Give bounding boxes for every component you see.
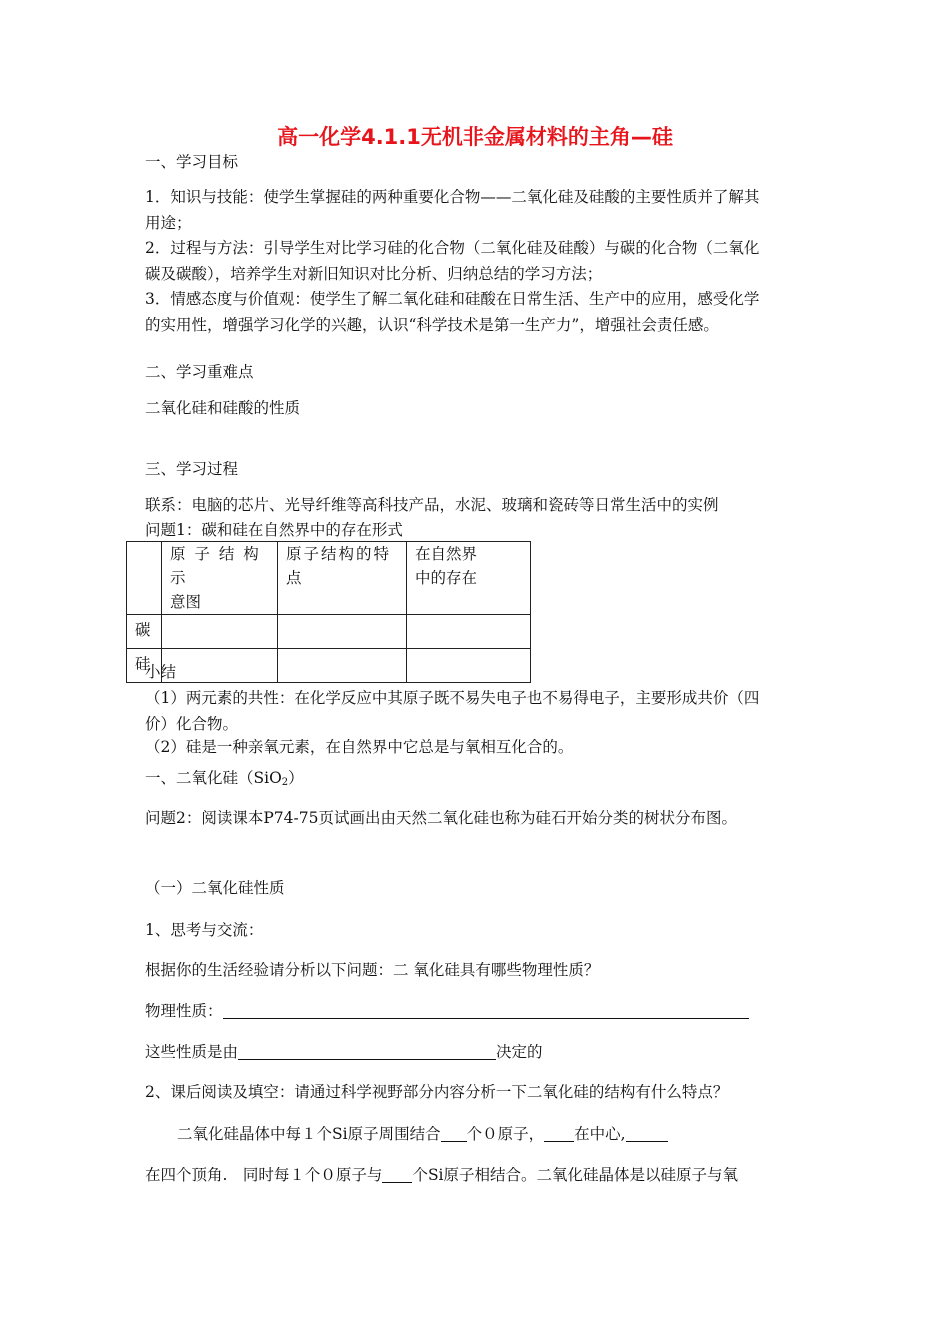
vertex-atom-blank[interactable] — [626, 1124, 668, 1142]
summary-point-1-line-1: （1）两元素的共性：在化学反应中其原子既不易失电子也不易得电子，主要形成共价（四 — [145, 689, 760, 707]
properties-decided-prefix: 这些性质是由 — [145, 1043, 239, 1061]
table-cell — [162, 615, 278, 649]
table-row — [127, 615, 531, 649]
table-header-row — [127, 542, 531, 615]
fill-text-1: 二氧化硅晶体中每１个Si原子周围结合 — [177, 1125, 441, 1143]
table-cell — [278, 649, 407, 683]
header-natural-existence-line-2: 中的存在 — [415, 569, 478, 587]
center-atom-blank[interactable] — [544, 1124, 574, 1142]
physical-properties-blank[interactable] — [223, 1001, 749, 1019]
section-heading-objectives: 一、学习目标 — [145, 153, 239, 171]
properties-decided-blank[interactable] — [238, 1042, 496, 1060]
crystal-structure-line-1 — [177, 1124, 668, 1144]
physical-properties-line — [145, 1001, 749, 1021]
question-1: 问题1：碳和硅在自然界中的存在形式 — [145, 521, 403, 539]
header-structure-feature-line-1: 原子结构的特 — [286, 545, 392, 563]
sio2-heading-text: 一、二氧化硅（SiO — [145, 769, 282, 787]
properties-decided-line — [145, 1042, 543, 1062]
header-natural-existence-line-1: 在自然界 — [415, 545, 478, 563]
document-title: 高一化学4.1.1无机非金属材料的主角—硅 — [277, 125, 673, 149]
objective-2-line-1: 2．过程与方法：引导学生对比学习硅的化合物（二氧化硅及硅酸）与碳的化合物（二氧化 — [145, 239, 760, 257]
objective-3-line-1: 3．情感态度与价值观：使学生了解二氧化硅和硅酸在日常生活、生产中的应用，感受化学 — [145, 290, 760, 308]
row-label-silicon: 硅 — [127, 649, 162, 683]
sio2-heading-subscript: 2 — [281, 777, 289, 788]
table-corner-cell — [127, 542, 162, 615]
objective-2-line-2: 碳及碳酸），培养学生对新旧知识对比分析、归纳总结的学习方法； — [145, 265, 603, 283]
silicon-count-blank[interactable] — [382, 1165, 412, 1183]
physical-properties-label: 物理性质： — [145, 1002, 223, 1020]
table-cell — [407, 615, 531, 649]
table-header-cell — [278, 542, 407, 615]
question-2: 问题2：阅读课本P74-75页试画出由天然二氧化硅也称为硅石开始分类的树状分布图。 — [145, 809, 737, 827]
row-label-carbon: 碳 — [127, 615, 162, 649]
think-and-discuss: 1、思考与交流： — [145, 921, 264, 939]
subsection-sio2-properties: （一）二氧化硅性质 — [145, 879, 285, 897]
table-cell — [407, 649, 531, 683]
comparison-table — [126, 541, 531, 683]
table-cell — [278, 615, 407, 649]
summary-point-2: （2）硅是一种亲氧元素，在自然界中它总是与氧相互化合的。 — [145, 738, 574, 756]
table-header-cell — [407, 542, 531, 615]
summary-point-1-line-2: 价）化合物。 — [145, 715, 239, 733]
connection-text: 联系：电脑的芯片、光导纤维等高科技产品，水泥、玻璃和瓷砖等日常生活中的实例 — [145, 496, 719, 514]
life-experience-question: 根据你的生活经验请分析以下问题：二 氧化硅具有哪些物理性质？ — [145, 961, 600, 979]
fill-text-3: 在中心, — [574, 1125, 626, 1143]
header-structure-feature-line-2: 点 — [286, 569, 302, 587]
sio2-heading-close: ） — [288, 769, 304, 787]
objective-3-line-2: 的实用性，增强学习化学的兴趣，认识“科学技术是第一生产力”，增强社会责任感。 — [145, 316, 719, 334]
oxygen-count-blank[interactable] — [441, 1124, 467, 1142]
section-heading-key-points: 二、学习重难点 — [145, 363, 254, 381]
table-header-cell — [162, 542, 278, 615]
key-points-body: 二氧化硅和硅酸的性质 — [145, 399, 301, 417]
objective-1-line-2: 用途； — [145, 214, 192, 232]
sio2-section-heading — [145, 768, 304, 793]
fill-text-4: 在四个顶角. 同时每１个０原子与 — [145, 1166, 383, 1184]
reading-task: 2、课后阅读及填空：请通过科学视野部分内容分析一下二氧化硅的结构有什么特点？ — [145, 1083, 729, 1101]
header-structure-diagram-line-2: 意图 — [170, 593, 202, 611]
header-structure-diagram-line-1: 原 子 结 构 示 — [170, 545, 261, 587]
table-cell — [162, 649, 278, 683]
table-row — [127, 649, 531, 683]
crystal-structure-line-2 — [145, 1165, 738, 1185]
objective-1-line-1: 1．知识与技能：使学生掌握硅的两种重要化合物——二氧化硅及硅酸的主要性质并了解其 — [145, 188, 760, 206]
properties-decided-suffix: 决定的 — [496, 1043, 543, 1061]
fill-text-5: 个Si原子相结合。二氧化硅晶体是以硅原子与氧 — [412, 1166, 739, 1184]
section-heading-process: 三、学习过程 — [145, 460, 239, 478]
summary-heading: 小结 — [145, 663, 177, 681]
fill-text-2: 个０原子， — [466, 1125, 545, 1143]
